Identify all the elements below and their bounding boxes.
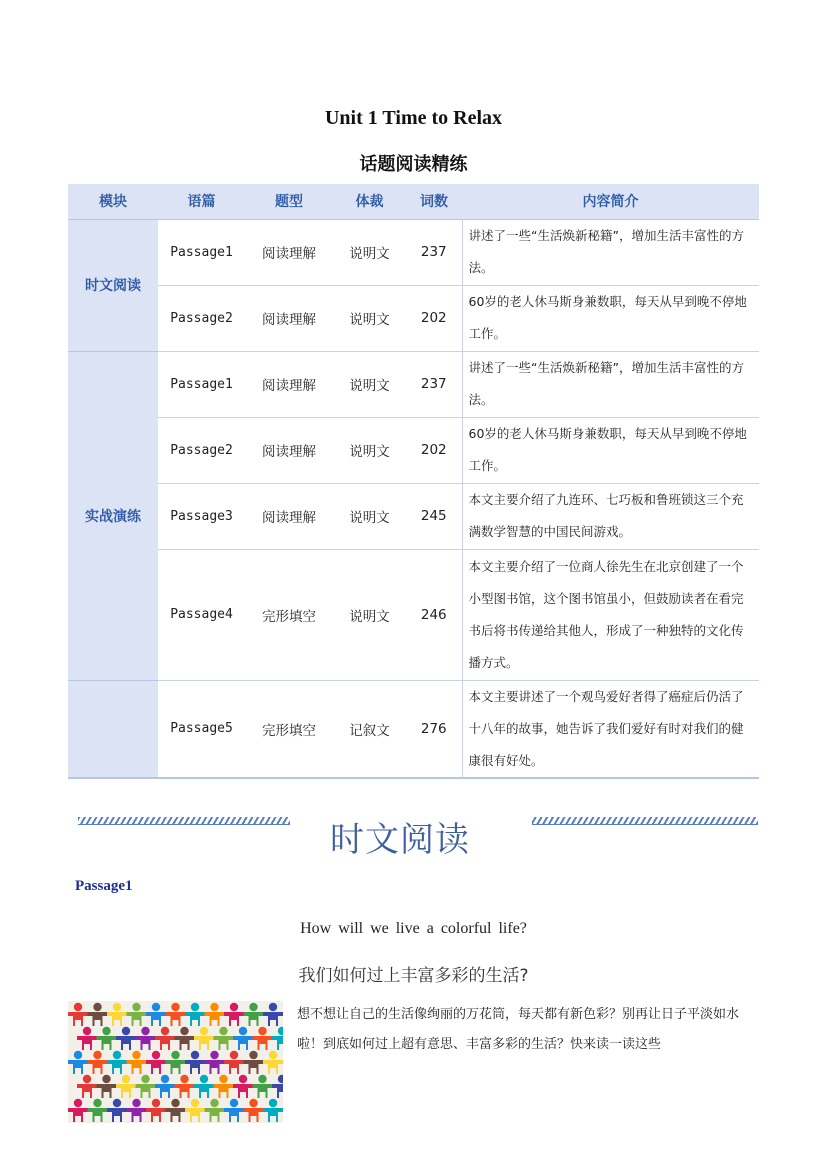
passage-cell: Passage2 [158, 417, 245, 483]
passage-cell: Passage3 [158, 483, 245, 549]
words-cell: 237 [406, 219, 462, 285]
words-cell: 276 [406, 680, 462, 778]
header-passage: 语篇 [158, 184, 245, 219]
table-row [68, 285, 759, 351]
header-module: 模块 [68, 184, 158, 219]
header-intro: 内容简介 [462, 184, 759, 219]
document-title: Unit 1 Time to Relax [324, 107, 503, 129]
type-cell: 完形填空 [245, 680, 333, 778]
banner-rule-left [78, 817, 290, 825]
words-cell: 245 [406, 483, 462, 549]
type-cell: 阅读理解 [245, 417, 333, 483]
passage-label: Passage1 [75, 878, 133, 894]
type-cell: 阅读理解 [245, 351, 333, 417]
table-row [68, 351, 759, 417]
genre-cell: 记叙文 [333, 680, 406, 778]
passage-cell: Passage1 [158, 351, 245, 417]
genre-cell: 说明文 [333, 483, 406, 549]
intro-cell: 本文主要介绍了九连环、七巧板和鲁班锁这三个充满数学智慧的中国民间游戏。 [462, 483, 759, 549]
intro-cell: 60岁的老人休马斯身兼数职，每天从早到晚不停地工作。 [462, 285, 759, 351]
article-title-chinese: 我们如何过上丰富多彩的生活? [298, 966, 529, 986]
words-cell: 202 [406, 285, 462, 351]
table-row [68, 219, 759, 285]
table-header-row [68, 184, 759, 219]
passage-intro-text: 想不想让自己的生活像绚丽的万花筒，每天都有新色彩？别再让日子平淡如水啦！到底如何过上超有意思、丰富多彩的生活？快来读一读这些 [297, 1007, 740, 1052]
type-cell: 阅读理解 [245, 285, 333, 351]
intro-cell: 本文主要讲述了一个观鸟爱好者得了癌症后仍活了十八年的故事，她告诉了我们爱好有时对我们的健康很有好处。 [462, 680, 759, 778]
passage-cell: Passage1 [158, 219, 245, 285]
header-type: 题型 [245, 184, 333, 219]
genre-cell: 说明文 [333, 417, 406, 483]
module-cell: 时文阅读 [68, 219, 158, 351]
words-cell: 237 [406, 351, 462, 417]
table-row [68, 680, 759, 778]
type-cell: 阅读理解 [245, 483, 333, 549]
header-genre: 体裁 [333, 184, 406, 219]
type-cell: 阅读理解 [245, 219, 333, 285]
table-row [68, 417, 759, 483]
table-row [68, 483, 759, 549]
passage-cell: Passage2 [158, 285, 245, 351]
genre-cell: 说明文 [333, 285, 406, 351]
passage-cell: Passage4 [158, 549, 245, 680]
overview-table [68, 184, 759, 779]
intro-cell: 讲述了一些“生活焕新秘籍”，增加生活丰富性的方法。 [462, 351, 759, 417]
genre-cell: 说明文 [333, 549, 406, 680]
section-banner-title: 时文阅读 [330, 820, 470, 860]
words-cell: 202 [406, 417, 462, 483]
module-cell: 实战演练 [68, 351, 158, 680]
genre-cell: 说明文 [333, 219, 406, 285]
header-words: 词数 [406, 184, 462, 219]
genre-cell: 说明文 [333, 351, 406, 417]
passage-cell: Passage5 [158, 680, 245, 778]
colorful-people-image [68, 1001, 283, 1123]
type-cell: 完形填空 [245, 549, 333, 680]
colorful-people-illustration [68, 1001, 283, 1123]
document-subtitle: 话题阅读精练 [359, 154, 468, 175]
intro-cell: 讲述了一些“生活焕新秘籍”，增加生活丰富性的方法。 [462, 219, 759, 285]
table-row [68, 549, 759, 680]
banner-rule-right [532, 817, 758, 825]
article-title-english: How will we live a colorful life? [300, 920, 527, 937]
module-cell-empty [68, 680, 158, 778]
intro-cell: 60岁的老人休马斯身兼数职，每天从早到晚不停地工作。 [462, 417, 759, 483]
words-cell: 246 [406, 549, 462, 680]
intro-cell: 本文主要介绍了一位商人徐先生在北京创建了一个小型图书馆，这个图书馆虽小，但鼓励读者在看完书后将书传递给其他人，形成了一种独特的文化传播方式。 [462, 549, 759, 680]
